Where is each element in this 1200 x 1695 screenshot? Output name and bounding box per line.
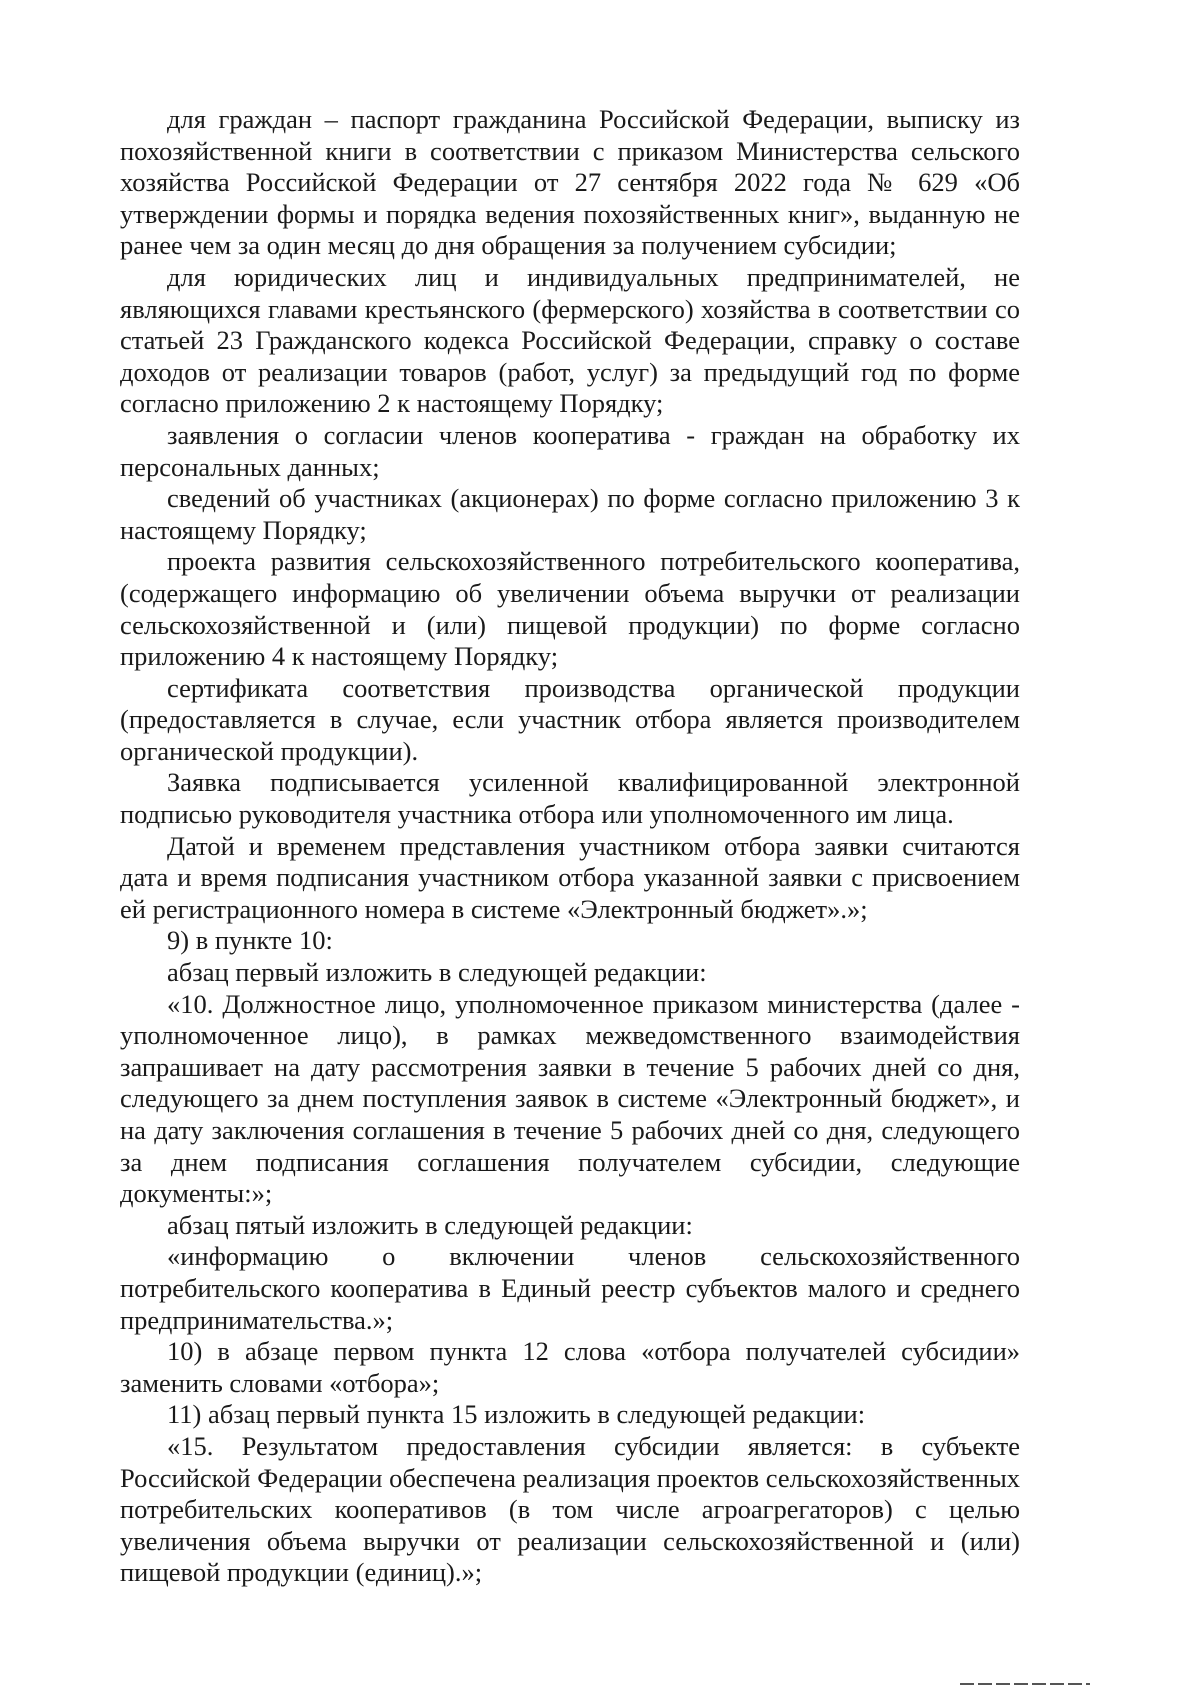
scan-artifact-line — [960, 1683, 1090, 1685]
paragraph-application-signature: Заявка подписывается усиленной квалифицированной электронной подписью руководителя участника отбора или уполномоченного им лица. — [120, 767, 1020, 830]
paragraph-item-9: 9) в пункте 10: — [167, 925, 333, 956]
paragraph-first-paragraph-edit: абзац первый изложить в следующей редакции: — [167, 957, 707, 988]
paragraph-registry-info: «информацию о включении членов сельскохозяйственного потребительского кооператива в Единый реестр субъектов малого и среднего предпринимательства.»; — [120, 1241, 1020, 1335]
paragraph-point-15-text: «15. Результатом предоставления субсидии является: в субъекте Российской Федерации обеспечена реализация проектов сельскохозяйственных потребительских кооперативов (в том числе агроагрегаторов) с целью увеличения объема выручки от реализации сельскохозяйственной и (или) пищевой продукции (единиц).»; — [120, 1430, 1020, 1588]
paragraph-point-10-text: «10. Должностное лицо, уполномоченное приказом министерства (далее - уполномоченное лицо), в рамках межведомственного взаимодействия запрашивает на дату рассмотрения заявки в течение 5 рабочих дней со дня, следующего за днем поступления заявок в системе «Электронный бюджет», и на дату заключения соглашения в течение 5 рабочих дней со дня, следующего за днем подписания соглашения получателем субсидии, следующие документы:»; — [120, 988, 1020, 1209]
paragraph-consent-statements: заявления о согласии членов кооператива - граждан на обработку их персональных данных; — [120, 419, 1020, 482]
paragraph-organic-certificate: сертификата соответствия производства органической продукции (предоставляется в случае, если участник отбора является производителем органической продукции). — [120, 672, 1020, 766]
paragraph-development-project: проекта развития сельскохозяйственного потребительского кооператива, (содержащего информацию об увеличении объема выручки от реализации сельскохозяйственной и (или) пищевой продукции) по форме согласно приложению 4 к настоящему Порядку; — [120, 546, 1020, 672]
document-page — [120, 104, 1020, 1589]
paragraph-fifth-paragraph-edit: абзац пятый изложить в следующей редакции: — [167, 1209, 693, 1240]
paragraph-submission-date: Датой и временем представления участником отбора заявки считаются дата и время подписания участником отбора указанной заявки с присвоением ей регистрационного номера в системе «Электронный бюджет».»; — [120, 830, 1020, 924]
paragraph-item-10: 10) в абзаце первом пункта 12 слова «отбора получателей субсидии» заменить словами «отбора»; — [120, 1336, 1020, 1398]
paragraph-item-11: 11) абзац первый пункта 15 изложить в следующей редакции: — [167, 1399, 866, 1430]
paragraph-shareholders-info: сведений об участниках (акционерах) по форме согласно приложению 3 к настоящему Порядку; — [120, 483, 1020, 545]
paragraph-legal-entities: для юридических лиц и индивидуальных предпринимателей, не являющихся главами крестьянского (фермерского) хозяйства в соответствии со статьей 23 Гражданского кодекса Российской Федерации, справку о составе доходов от реализации товаров (работ, услуг) за предыдущий год по форме согласно приложению 2 к настоящему Порядку; — [120, 261, 1020, 419]
paragraph-citizens-documents: для граждан – паспорт гражданина Российской Федерации, выписку из похозяйственной книги в соответствии с приказом Министерства сельского хозяйства Российской Федерации от 27 сентября 2022 года № 629 «Об утверждении формы и порядка ведения похозяйственных книг», выданную не ранее чем за один месяц до дня обращения за получением субсидии; — [120, 104, 1020, 261]
